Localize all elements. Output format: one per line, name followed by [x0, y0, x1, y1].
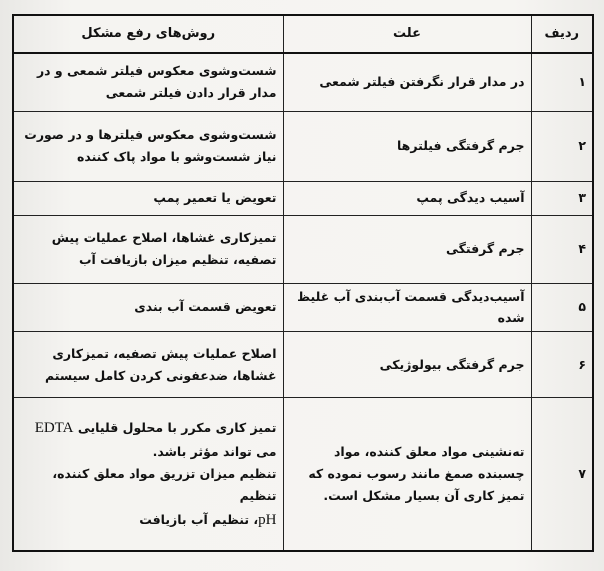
ph-term: pH [258, 511, 277, 528]
solution-line: می تواند مؤثر باشد. [152, 444, 277, 460]
row-solution: تمیزکاری غشاها، اصلاح عملیات پیش تصفیه، تنظیم میزان بازیافت آب [13, 215, 283, 283]
table-row [13, 53, 593, 111]
row-cause: آسیب دیدگی پمپ [283, 181, 531, 215]
row-cause: جرم گرفتگی [283, 215, 531, 283]
troubleshooting-table [12, 14, 594, 552]
solution-line: تنظیم میزان تزریق مواد معلق کننده، تنظیم [52, 466, 277, 504]
row-cause: جرم گرفتگی بیولوژیکی [283, 332, 531, 398]
row-number: ۶ [531, 332, 593, 398]
row-solution [13, 398, 283, 551]
row-solution: اصلاح عملیات پیش تصفیه، تمیزکاری غشاها، ضدعفونی کردن کامل سیستم [13, 332, 283, 398]
table-row [13, 283, 593, 332]
header-row-number: ردیف [531, 15, 593, 53]
row-cause: آسیب‌دیدگی قسمت آب‌بندی آب غلیظ شده [283, 283, 531, 332]
row-cause: جرم گرفتگی فیلترها [283, 111, 531, 181]
solution-line [20, 415, 277, 441]
row-solution: تعویض قسمت آب بندی [13, 283, 283, 332]
row-number: ۲ [531, 111, 593, 181]
table-row [13, 181, 593, 215]
edta-term: EDTA [34, 420, 74, 437]
row-number: ۵ [531, 283, 593, 332]
row-cause: ته‌نشینی مواد معلق کننده، مواد چسبنده صمغ مانند رسوب نموده که تمیز کاری آن بسیار مشکل است. [283, 398, 531, 551]
row-cause: در مدار قرار نگرفتن فیلتر شمعی [283, 53, 531, 111]
table-row [13, 398, 593, 551]
row-number: ۷ [531, 398, 593, 551]
table-row [13, 332, 593, 398]
table-row [13, 111, 593, 181]
row-solution: تعویض یا تعمیر پمپ [13, 181, 283, 215]
header-solution: روش‌های رفع مشکل [13, 15, 283, 53]
solution-line [20, 507, 277, 533]
solution-text: ، تنظیم آب بازیافت [139, 511, 259, 527]
row-number: ۱ [531, 53, 593, 111]
table-header-row [13, 15, 593, 53]
header-cause: علت [283, 15, 531, 53]
solution-text: تمیز کاری مکرر با محلول قلیایی [77, 420, 277, 436]
row-number: ۴ [531, 215, 593, 283]
row-solution: شست‌وشوی معکوس فیلتر شمعی و در مدار قرار دادن فیلتر شمعی [13, 53, 283, 111]
table-row [13, 215, 593, 283]
row-solution: شست‌وشوی معکوس فیلترها و در صورت نیاز شست‌وشو با مواد پاک کننده [13, 111, 283, 181]
row-number: ۳ [531, 181, 593, 215]
